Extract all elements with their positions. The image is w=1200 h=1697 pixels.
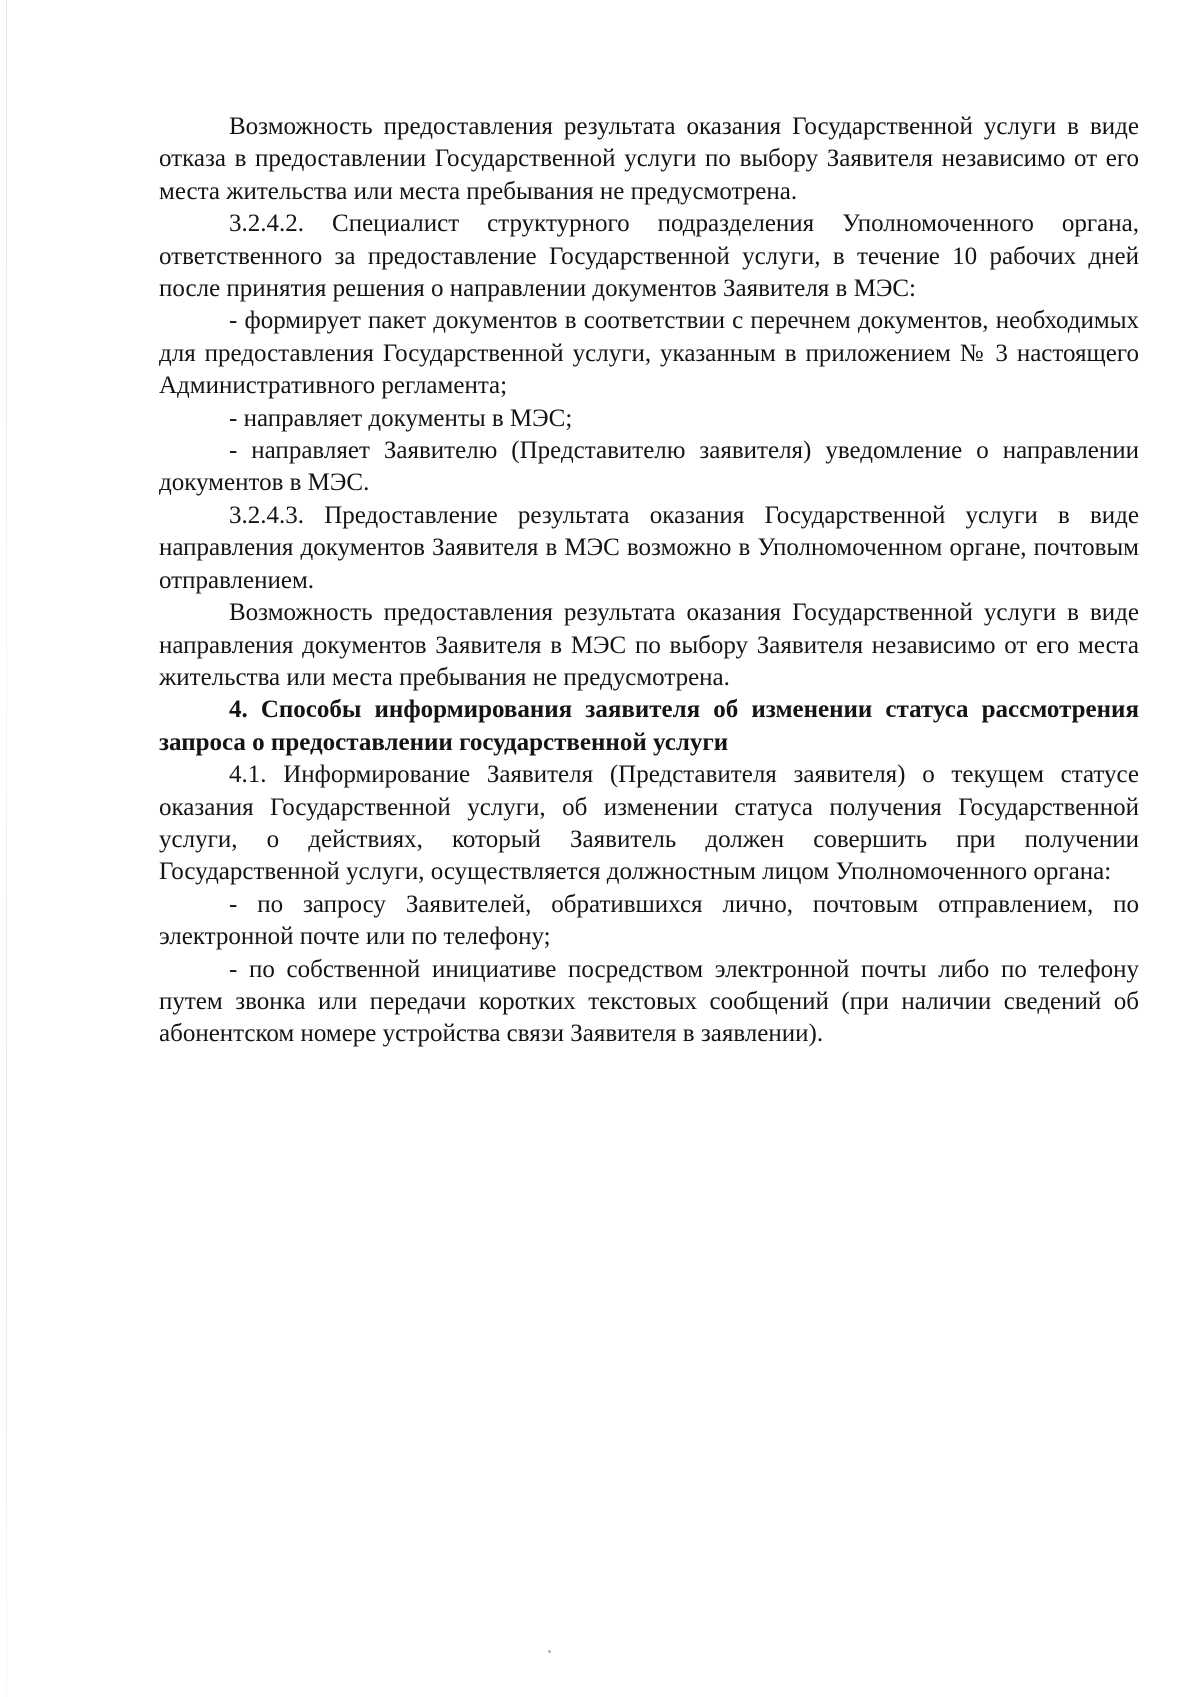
paragraph-3-2-4-3: 3.2.4.3. Предоставление результата оказания Государственной услуги в виде направления документов Заявителя в МЭС возможно в Уполномоченном органе, почтовым отправлением. <box>159 501 1139 594</box>
paragraph-refusal-result: Возможность предоставления результата оказания Государственной услуги в виде отказа в предоставлении Государственной услуги по выбору Заявителя независимо от его места жительства или места пребывания не предусмотрена. <box>159 113 1139 205</box>
paragraph-4-1: 4.1. Информирование Заявителя (Представителя заявителя) о текущем статусе оказания Государственной услуги, об изменении статуса получения Государственной услуги, о действиях, который Заявитель должен совершить при получении Государственной услуги, осуществляется должностным лицом Уполномоченного органа: <box>159 761 1139 886</box>
paragraph-3-2-4-2: 3.2.4.2. Специалист структурного подразделения Уполномоченного органа, ответственного за предоставление Государственной услуги, в течение 10 рабочих дней после принятия решения о направлении документов Заявителя в МЭС: <box>159 210 1139 303</box>
list-item-sends-notification: - направляет Заявителю (Представителю заявителя) уведомление о направлении документов в МЭС. <box>159 437 1139 497</box>
list-item-forms-package: - формирует пакет документов в соответствии с перечнем документов, необходимых для предоставления Государственной услуги, указанным в приложением № 3 настоящего Административного регламента; <box>159 307 1139 400</box>
document-body <box>159 111 1139 1051</box>
paragraph-mes-result: Возможность предоставления результата оказания Государственной услуги в виде направления документов Заявителя в МЭС по выбору Заявителя независимо от его места жительства или места пребывания не предусмотрена. <box>159 599 1139 691</box>
list-item-own-initiative: - по собственной инициативе посредством электронной почты либо по телефону путем звонка или передачи коротких текстовых сообщений (при наличии сведений об абонентском номере устройства связи Заявителя в заявлении). <box>159 955 1139 1048</box>
scan-speck <box>548 1650 551 1653</box>
section-heading: 4. Способы информирования заявителя об изменении статуса рассмотрения запроса о предоставлении государственной услуги <box>159 696 1139 756</box>
list-item-by-request: - по запросу Заявителей, обратившихся лично, почтовым отправлением, по электронной почте или по телефону; <box>159 890 1139 951</box>
scan-edge-line <box>6 0 7 1697</box>
list-item-sends-documents: - направляет документы в МЭС; <box>229 404 573 432</box>
